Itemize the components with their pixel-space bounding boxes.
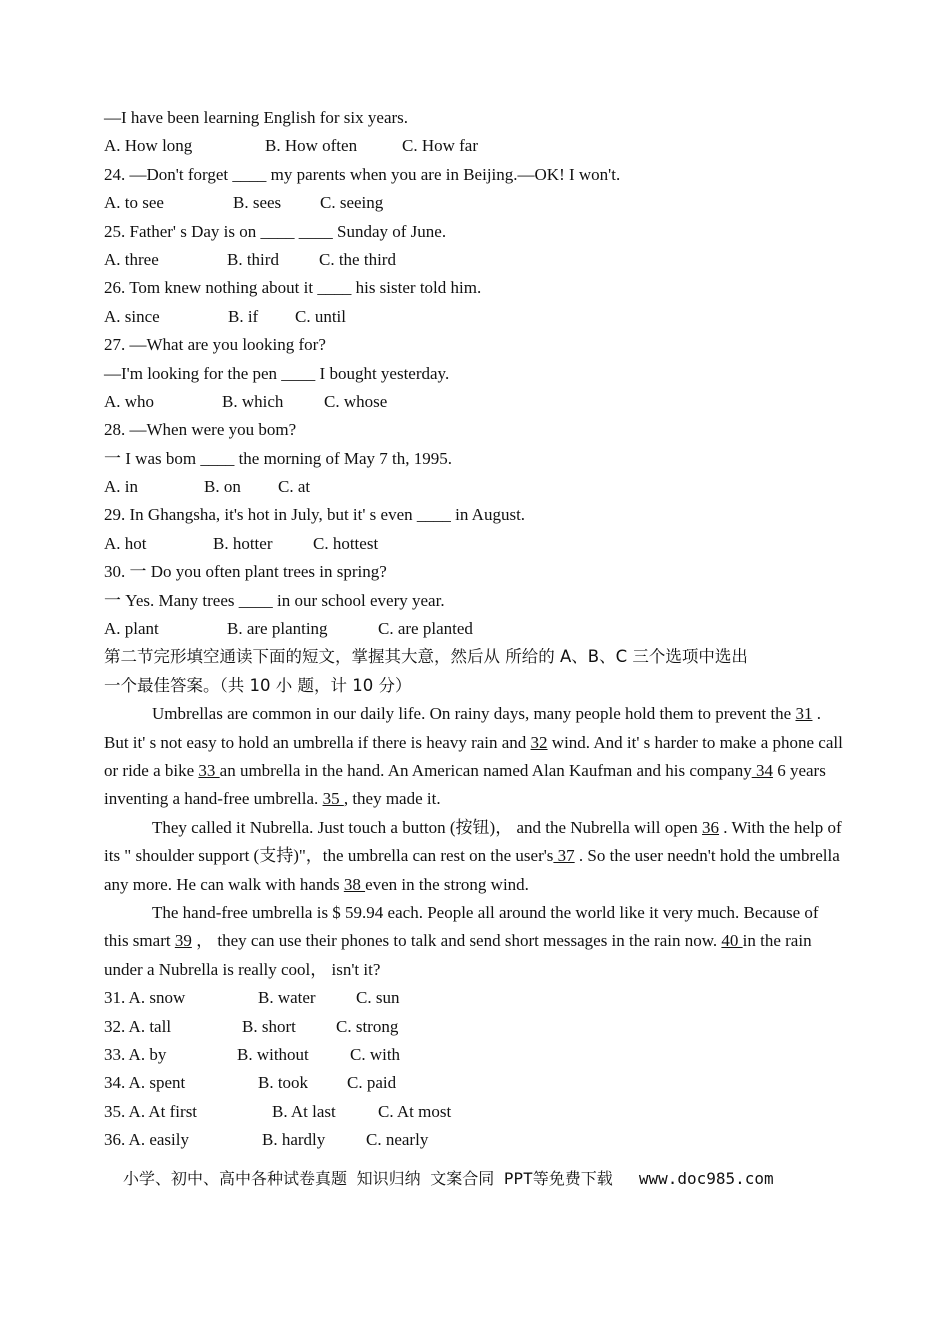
q31-option-a: 31. A. snow bbox=[104, 988, 186, 1008]
blank-31: 31 bbox=[795, 704, 813, 724]
q23-option-b: B. How often bbox=[265, 136, 358, 156]
q34-option-c: C. paid bbox=[347, 1073, 397, 1093]
q26-option-c: C. until bbox=[295, 306, 347, 326]
q27-question: 27. —What are you looking for? bbox=[104, 335, 326, 355]
passage-paragraph-2: They called it Nubrella. Just touch a button (按钮)， and the Nubrella will open 36 . With the help of its " shoulder support (支持)"，the umbrella can rest on the user's 37 . So the user needn't hold the umbrella any more. He can walk with hands 38 even in the strong wind. bbox=[104, 817, 842, 894]
q27-option-a: A. who bbox=[104, 391, 155, 411]
q35-options bbox=[104, 1098, 844, 1126]
q30-options bbox=[104, 615, 844, 643]
q36-option-a: 36. A. easily bbox=[104, 1130, 189, 1150]
q23-answer-line: —I have been learning English for six years. bbox=[104, 108, 409, 127]
q28-options bbox=[104, 473, 844, 501]
q30-answer-line: 一 Yes. Many trees ____ in our school every year. bbox=[104, 590, 445, 610]
passage-paragraph-3: The hand-free umbrella is $ 59.94 each. People all around the world like it very much. Because of this smart 39 ， they can use their phones to talk and send short messages in the rain now. 40 in the rain under a Nubrella is really cool， isn't it? bbox=[104, 902, 819, 979]
q36-options bbox=[104, 1126, 844, 1154]
q24-question: 24. —Don't forget ____ my parents when you are in Beijing.—OK! I won't. bbox=[104, 164, 621, 184]
q28-option-b: B. on bbox=[204, 477, 241, 497]
q36-option-b: B. hardly bbox=[262, 1130, 326, 1150]
q27-options bbox=[104, 388, 844, 416]
blank-40: 40 bbox=[721, 931, 743, 951]
q25-options bbox=[104, 246, 844, 274]
q25-question: 25. Father' s Day is on ____ ____ Sunday of June. bbox=[104, 221, 447, 241]
q26-question: 26. Tom knew nothing about it ____ his sister told him. bbox=[104, 278, 482, 298]
q30-option-c: C. are planted bbox=[378, 619, 473, 639]
blank-33: 33 bbox=[198, 761, 220, 781]
q36-option-c: C. nearly bbox=[366, 1130, 429, 1150]
q29-options bbox=[104, 530, 844, 558]
q30-question: 30. 一 Do you often plant trees in spring? bbox=[104, 562, 387, 582]
passage-paragraph-1: Umbrellas are common in our daily life. On rainy days, many people hold them to prevent the 31 . But it' s not easy to hold an umbrella if there is heavy rain and 32 wind. And it' s harder to make a phone call or ride a bike 33 an umbrella in the hand. An American named Alan Kaufman and his company 34 6 years inventing a hand-free umbrella. 35 , they made it. bbox=[104, 704, 843, 809]
q26-option-a: A. since bbox=[104, 306, 160, 326]
q31-option-c: C. sun bbox=[356, 988, 400, 1008]
q27-option-b: B. which bbox=[222, 391, 284, 411]
q35-option-a: 35. A. At first bbox=[104, 1101, 198, 1121]
q31-options bbox=[104, 984, 844, 1012]
q24-option-a: A. to see bbox=[104, 193, 164, 213]
page-footer bbox=[123, 1166, 833, 1189]
q33-option-a: 33. A. by bbox=[104, 1044, 167, 1064]
q29-question: 29. In Ghangsha, it's hot in July, but it' s even ____ in August. bbox=[104, 505, 526, 525]
blank-34: 34 bbox=[751, 761, 773, 781]
q34-option-b: B. took bbox=[258, 1073, 309, 1093]
q33-option-c: C. with bbox=[350, 1044, 401, 1064]
q35-option-c: C. At most bbox=[378, 1101, 452, 1121]
q28-option-c: C. at bbox=[278, 477, 311, 497]
q29-option-a: A. hot bbox=[104, 533, 147, 553]
q23-option-a: A. How long bbox=[104, 136, 193, 156]
q24-options bbox=[104, 189, 844, 217]
q32-options bbox=[104, 1013, 844, 1041]
blank-39: 39 bbox=[174, 931, 192, 951]
q28-question: 28. —When were you bom? bbox=[104, 420, 297, 440]
q30-option-a: A. plant bbox=[104, 619, 159, 639]
q33-option-b: B. without bbox=[237, 1044, 309, 1064]
q32-option-b: B. short bbox=[242, 1016, 296, 1036]
exam-page bbox=[104, 104, 844, 1155]
section2-heading-line2: 一个最佳答案。（共 10 小 题，计 10 分） bbox=[104, 675, 412, 695]
q23-options bbox=[104, 132, 844, 160]
blank-37: 37 bbox=[553, 846, 575, 866]
q24-option-b: B. sees bbox=[233, 193, 282, 213]
q27-option-c: C. whose bbox=[324, 391, 388, 411]
blank-36: 36 bbox=[702, 817, 720, 837]
q23-option-c: C. How far bbox=[402, 136, 479, 156]
q34-option-a: 34. A. spent bbox=[104, 1073, 186, 1093]
q33-options bbox=[104, 1041, 844, 1069]
q25-option-a: A. three bbox=[104, 249, 159, 269]
footer-text: 小学、初中、高中各种试卷真题 知识归纳 文案合同 PPT等免费下载 bbox=[123, 1169, 613, 1188]
q28-answer-line: 一 I was bom ____ the morning of May 7 th, 1995. bbox=[104, 448, 452, 468]
q29-option-b: B. hotter bbox=[213, 533, 273, 553]
q29-option-c: C. hottest bbox=[313, 533, 379, 553]
q34-options bbox=[104, 1069, 844, 1097]
q26-option-b: B. if bbox=[228, 306, 259, 326]
q35-option-b: B. At last bbox=[272, 1101, 336, 1121]
q24-option-c: C. seeing bbox=[320, 193, 384, 213]
q25-option-b: B. third bbox=[227, 249, 279, 269]
q26-options bbox=[104, 303, 844, 331]
q28-option-a: A. in bbox=[104, 477, 138, 497]
q32-option-c: C. strong bbox=[336, 1016, 399, 1036]
section2-heading-line1: 第二节完形填空通读下面的短文，掌握其大意，然后从 所给的 A、B、C 三个选项中选出 bbox=[104, 647, 748, 667]
q32-option-a: 32. A. tall bbox=[104, 1016, 172, 1036]
q30-option-b: B. are planting bbox=[227, 619, 328, 639]
footer-url[interactable]: www.doc985.com bbox=[638, 1169, 774, 1188]
q31-option-b: B. water bbox=[258, 988, 316, 1008]
blank-38: 38 bbox=[343, 874, 366, 894]
blank-35: 35 bbox=[322, 789, 344, 809]
q25-option-c: C. the third bbox=[319, 249, 396, 269]
blank-32: 32 bbox=[530, 732, 548, 752]
q27-answer-line: —I'm looking for the pen ____ I bought yesterday. bbox=[104, 363, 450, 383]
